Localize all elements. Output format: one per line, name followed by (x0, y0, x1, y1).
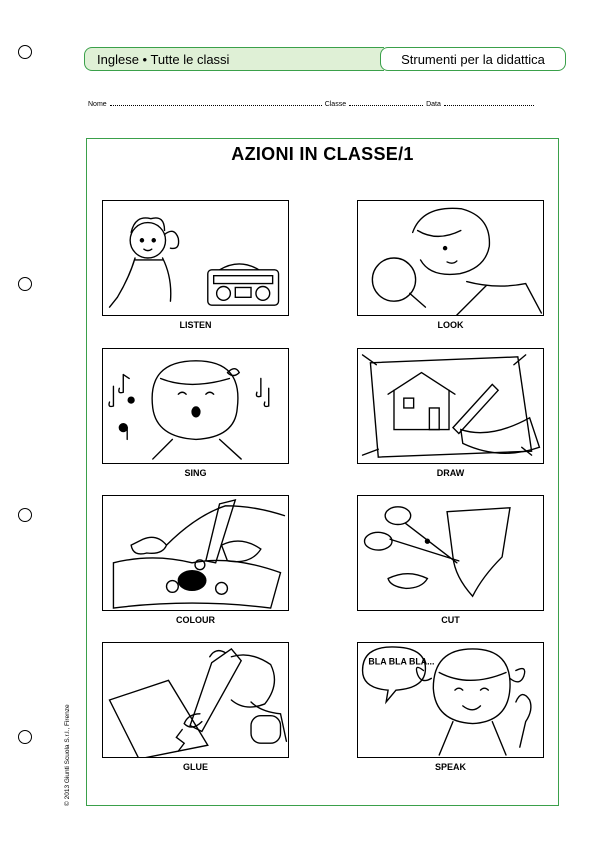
name-label: Nome (88, 101, 107, 108)
binder-hole (18, 45, 32, 59)
look-illustration (357, 200, 544, 316)
student-info-line (88, 98, 563, 108)
card-label: CUT (441, 615, 460, 625)
card-label: COLOUR (176, 615, 215, 625)
speech-bubble-text: BLA BLA BLA... (368, 656, 435, 667)
speak-illustration (357, 642, 544, 758)
name-field[interactable] (110, 98, 322, 106)
header-section: Strumenti per la didattica (401, 51, 545, 67)
card-label: LOOK (437, 320, 464, 330)
card-sing (102, 348, 289, 478)
header-section-tab (380, 47, 566, 71)
binder-hole (18, 508, 32, 522)
card-label: SING (184, 468, 207, 478)
class-field[interactable] (349, 98, 423, 106)
sing-illustration (102, 348, 289, 464)
date-field[interactable] (444, 98, 534, 106)
binder-hole (18, 730, 32, 744)
cut-illustration (357, 495, 544, 611)
header-subject-tab (84, 47, 384, 71)
card-speak (357, 642, 544, 772)
card-label: LISTEN (179, 320, 212, 330)
page-title: AZIONI IN CLASSE/1 (231, 144, 414, 164)
card-look (357, 200, 544, 330)
card-draw (357, 348, 544, 478)
binder-hole (18, 277, 32, 291)
card-cut (357, 495, 544, 625)
card-label: GLUE (182, 762, 208, 772)
card-glue (102, 642, 289, 772)
header-subject: Inglese • Tutte le classi (97, 51, 230, 67)
draw-illustration (357, 348, 544, 464)
card-listen (102, 200, 289, 330)
class-label: Classe (324, 101, 347, 108)
colour-illustration (102, 495, 289, 611)
glue-illustration (102, 642, 289, 758)
card-label: DRAW (436, 468, 465, 478)
card-label: SPEAK (434, 762, 466, 772)
date-label: Data (426, 101, 441, 108)
card-colour (102, 495, 289, 625)
listen-illustration (102, 200, 289, 316)
copyright-notice: © 2013 Giunti Scuola S.r.l., Firenze (64, 704, 71, 806)
